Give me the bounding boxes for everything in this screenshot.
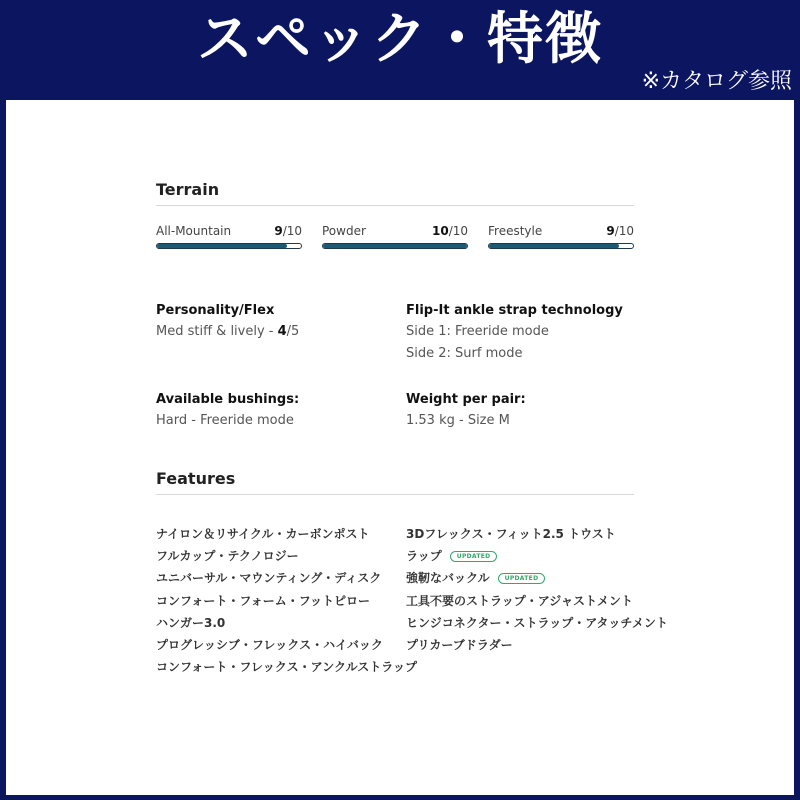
flip-it-side-1: Side 1: Freeride mode xyxy=(406,324,549,339)
feature-item: ラップ UPDATED xyxy=(406,545,668,567)
weight-label: Weight per pair: xyxy=(406,392,526,407)
flip-it-label: Flip-It ankle strap technology xyxy=(406,303,623,318)
bushings-value: Hard - Freeride mode xyxy=(156,413,294,428)
feature-item: コンフォート・フォーム・フットピロー xyxy=(156,593,370,608)
weight-value: 1.53 kg - Size M xyxy=(406,413,510,428)
features-right-column xyxy=(406,523,668,656)
updated-badge: UPDATED xyxy=(450,551,498,562)
feature-item: ナイロン＆リサイクル・カーボンポスト xyxy=(156,527,370,541)
personality-label: Personality/Flex xyxy=(156,303,275,318)
feature-item: フルカップ・テクノロジー xyxy=(156,549,299,564)
terrain-bar-fill xyxy=(489,244,619,248)
terrain-score: 9/10 xyxy=(606,224,634,238)
spec-panel xyxy=(6,100,794,795)
bushings-label: Available bushings: xyxy=(156,392,300,407)
feature-item: ハンガー3.0 xyxy=(156,615,226,630)
personality-flex xyxy=(156,301,299,343)
feature-item: 工具不要のストラップ・アジャストメント xyxy=(406,593,633,608)
feature-item: 強靭なバックル UPDATED xyxy=(406,567,668,589)
features-title: Features xyxy=(156,469,236,488)
feature-item: ユニバーサル・マウンティング・ディスク xyxy=(156,571,382,586)
terrain-bar xyxy=(156,243,302,249)
terrain-bar xyxy=(322,243,468,249)
terrain-divider xyxy=(156,205,634,206)
flip-it-technology xyxy=(406,301,623,365)
catalog-reference-note: ※カタログ参照 xyxy=(641,69,792,94)
terrain-label: Freestyle xyxy=(488,224,543,238)
features-left-column xyxy=(156,523,417,678)
header-banner xyxy=(0,0,800,100)
terrain-bar xyxy=(488,243,634,249)
terrain-label: All-Mountain xyxy=(156,224,232,238)
terrain-bar-fill xyxy=(323,244,467,248)
weight-per-pair xyxy=(406,390,526,432)
terrain-score: 10/10 xyxy=(431,224,468,238)
terrain-label: Powder xyxy=(322,224,366,238)
personality-value: Med stiff & lively - 4/5 xyxy=(156,324,300,339)
feature-item: 3Dフレックス・フィット2.5 トウスト xyxy=(406,527,616,541)
banner-title: スペック・特徴 xyxy=(197,7,603,72)
terrain-title: Terrain xyxy=(156,180,220,199)
flip-it-side-2: Side 2: Surf mode xyxy=(406,346,523,361)
feature-item: プログレッシブ・フレックス・ハイバック xyxy=(156,638,383,653)
feature-item: ヒンジコネクター・ストラップ・アタッチメント xyxy=(406,615,668,630)
feature-item: コンフォート・フレックス・アンクルストラップ xyxy=(156,660,418,675)
features-divider xyxy=(156,494,634,495)
updated-badge: UPDATED xyxy=(498,573,546,584)
terrain-bar-fill xyxy=(157,244,287,248)
terrain-score: 9/10 xyxy=(274,224,302,238)
available-bushings xyxy=(156,390,299,432)
feature-item: プリカーブドラダー xyxy=(406,638,513,653)
